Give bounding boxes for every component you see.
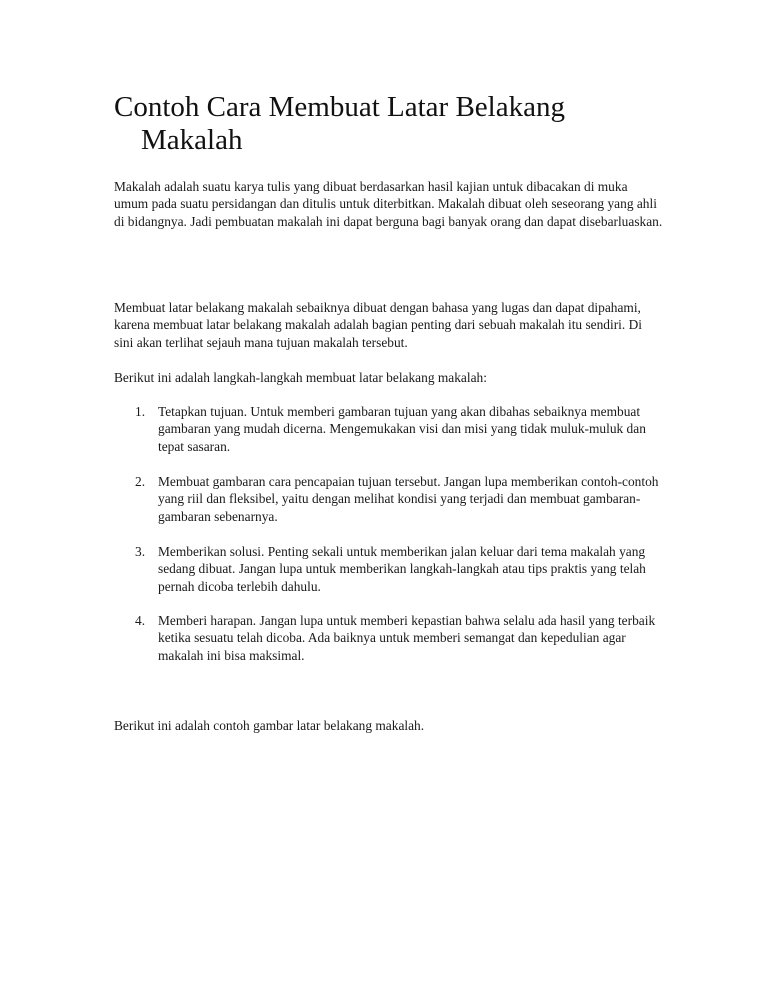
list-item-number: 4. — [135, 613, 146, 628]
title-line-2: Makalah — [141, 124, 243, 156]
background-paragraph: Membuat latar belakang makalah sebaiknya dibuat dengan bahasa yang lugas dan dapat dipahami, karena membuat latar belakang makalah adalah bagian penting dari sebuah makalah itu sendiri. Di sini akan terlihat sejauh mana tujuan makalah tersebut. — [114, 300, 642, 350]
list-item-number: 2. — [135, 474, 146, 489]
list-item-text: Memberi harapan. Jangan lupa untuk memberi kepastian bahwa selalu ada hasil yang terbaik ketika sesuatu telah dicoba. Ada baiknya untuk memberi semangat dan kepedulian agar makalah ini bisa maksimal. — [158, 613, 656, 663]
list-item-text: Memberikan solusi. Penting sekali untuk memberikan jalan keluar dari tema makalah yang sedang dibuat. Jangan lupa untuk memberikan langkah-langkah atau tips praktis yang telah pernah dicoba terlebih dahulu. — [158, 544, 646, 594]
title-line-1: Contoh Cara Membuat Latar Belakang — [114, 91, 565, 123]
list-item-number: 1. — [135, 404, 146, 419]
list-item-number: 3. — [135, 544, 146, 559]
closing-paragraph: Berikut ini adalah contoh gambar latar belakang makalah. — [114, 718, 425, 733]
list-item-text: Membuat gambaran cara pencapaian tujuan tersebut. Jangan lupa memberikan contoh-contoh yang riil dan fleksibel, yaitu dengan melihat kondisi yang terjadi dan membuat gambaran-gambaran sebenarnya. — [158, 474, 659, 524]
list-item-text: Tetapkan tujuan. Untuk memberi gambaran tujuan yang akan dibahas sebaiknya membuat gambaran yang mudah dicerna. Mengemukakan visi dan misi yang tidak muluk-muluk dan tepat sasaran. — [158, 404, 646, 454]
page-title — [114, 91, 674, 157]
steps-intro-paragraph: Berikut ini adalah langkah-langkah membuat latar belakang makalah: — [114, 370, 487, 385]
intro-paragraph: Makalah adalah suatu karya tulis yang dibuat berdasarkan hasil kajian untuk dibacakan di muka umum pada suatu persidangan dan ditulis untuk diterbitkan. Makalah dibuat oleh seseorang yang ahli di bidangnya. Jadi pembuatan makalah ini dapat berguna bagi banyak orang dan dapat disebarluaskan. — [114, 179, 663, 229]
